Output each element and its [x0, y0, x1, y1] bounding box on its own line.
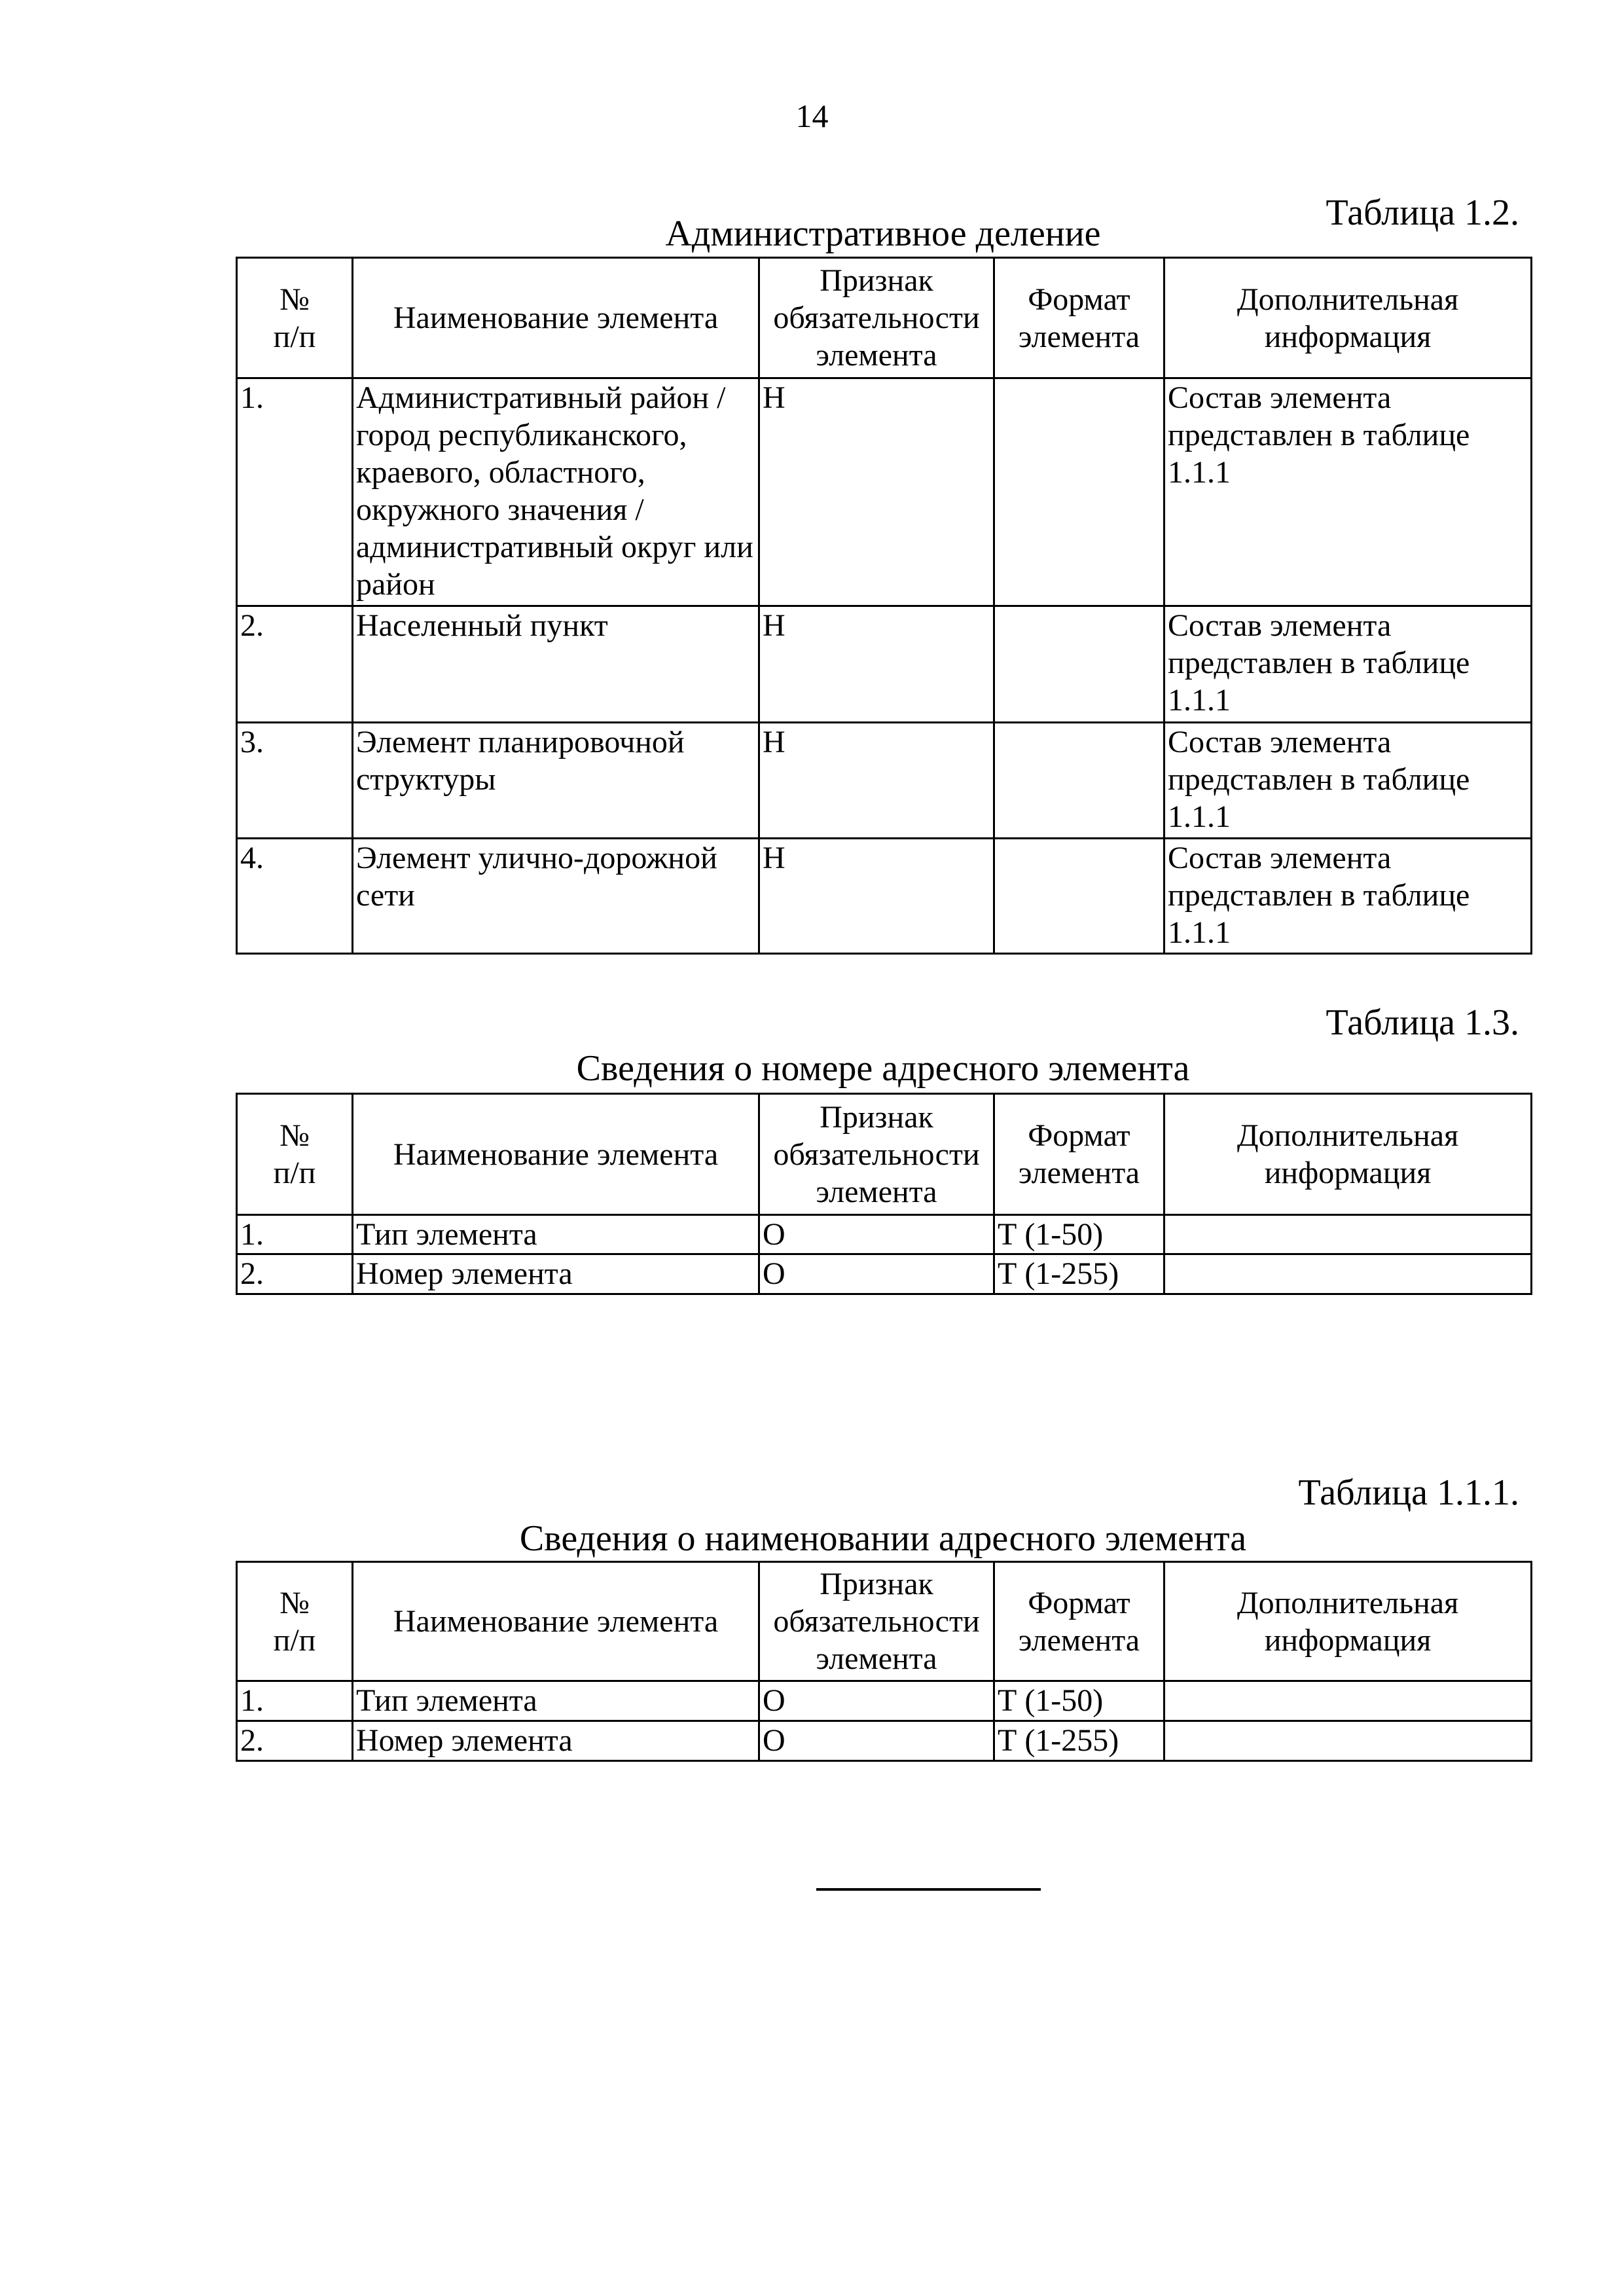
end-rule	[816, 1888, 1041, 1891]
column-header: Дополнительная информация	[1164, 258, 1532, 378]
table-cell: Элемент планировочной структуры	[353, 723, 759, 839]
table-cell: Состав элемента представлен в таблице 1.1.1	[1164, 723, 1532, 839]
table-cell: 1.	[237, 378, 353, 606]
table-cell: О	[759, 1681, 994, 1721]
table-label: Таблица 1.1.1.	[1298, 1472, 1519, 1513]
table-cell: Номер элемента	[353, 1254, 759, 1294]
header-row	[237, 1562, 1532, 1681]
page-number: 14	[795, 98, 829, 134]
column-header: № п/п	[237, 1094, 353, 1215]
table-cell	[994, 723, 1164, 839]
table-row	[237, 839, 1532, 954]
table-cell: Тип элемента	[353, 1215, 759, 1254]
table-cell: Элемент улично-дорожной сети	[353, 839, 759, 954]
column-header: Дополнительная информация	[1164, 1562, 1532, 1681]
table-cell: Т (1-255)	[994, 1254, 1164, 1294]
table-cell: Тип элемента	[353, 1681, 759, 1721]
table-cell: Населенный пункт	[353, 606, 759, 723]
table-cell: Н	[759, 378, 994, 606]
table-cell: Т (1-50)	[994, 1215, 1164, 1254]
table-cell: Н	[759, 723, 994, 839]
table-cell: Т (1-255)	[994, 1721, 1164, 1761]
table-cell	[994, 839, 1164, 954]
table-cell: 2.	[237, 606, 353, 723]
table-cell: 2.	[237, 1721, 353, 1761]
data-table	[236, 257, 1532, 955]
table-cell: 1.	[237, 1215, 353, 1254]
data-table	[236, 1093, 1532, 1295]
column-header: Дополнительная информация	[1164, 1094, 1532, 1215]
table-row	[237, 1721, 1532, 1761]
column-header: № п/п	[237, 1562, 353, 1681]
column-header: Наименование элемента	[353, 1094, 759, 1215]
column-header: Формат элемента	[994, 1562, 1164, 1681]
header-row	[237, 1094, 1532, 1215]
table-cell: 4.	[237, 839, 353, 954]
table-cell: Номер элемента	[353, 1721, 759, 1761]
header-row	[237, 258, 1532, 378]
table-row	[237, 723, 1532, 839]
column-header: Наименование элемента	[353, 258, 759, 378]
column-header: Признак обязательности элемента	[759, 1562, 994, 1681]
column-header: Признак обязательности элемента	[759, 1094, 994, 1215]
table-cell: Н	[759, 606, 994, 723]
table-cell: Состав элемента представлен в таблице 1.1.1	[1164, 378, 1532, 606]
table-cell: 3.	[237, 723, 353, 839]
table-cell: О	[759, 1254, 994, 1294]
table-cell: 2.	[237, 1254, 353, 1294]
table-title: Административное деление	[665, 213, 1101, 254]
table-cell: О	[759, 1215, 994, 1254]
table-cell	[1164, 1721, 1532, 1761]
table-cell: О	[759, 1721, 994, 1761]
table-title: Сведения о номере адресного элемента	[576, 1048, 1190, 1089]
table-cell	[994, 378, 1164, 606]
column-header: Наименование элемента	[353, 1562, 759, 1681]
column-header: Формат элемента	[994, 258, 1164, 378]
table-label: Таблица 1.3.	[1326, 1002, 1519, 1043]
column-header: Формат элемента	[994, 1094, 1164, 1215]
table-title: Сведения о наименовании адресного элемента	[519, 1518, 1247, 1559]
table-row	[237, 378, 1532, 606]
table-cell: Состав элемента представлен в таблице 1.1.1	[1164, 606, 1532, 723]
column-header: Признак обязательности элемента	[759, 258, 994, 378]
table-cell	[994, 606, 1164, 723]
table-row	[237, 1254, 1532, 1294]
data-table	[236, 1561, 1532, 1762]
table-row	[237, 1681, 1532, 1721]
table-row	[237, 1215, 1532, 1254]
column-header: № п/п	[237, 258, 353, 378]
table-cell	[1164, 1254, 1532, 1294]
table-cell: Административный район / город республиканского, краевого, областного, окружного значения / административный округ или район	[353, 378, 759, 606]
table-cell: Н	[759, 839, 994, 954]
table-cell	[1164, 1681, 1532, 1721]
table-cell: Т (1-50)	[994, 1681, 1164, 1721]
table-cell	[1164, 1215, 1532, 1254]
table-row	[237, 606, 1532, 723]
table-cell: 1.	[237, 1681, 353, 1721]
table-label: Таблица 1.2.	[1326, 192, 1519, 233]
table-cell: Состав элемента представлен в таблице 1.1.1	[1164, 839, 1532, 954]
